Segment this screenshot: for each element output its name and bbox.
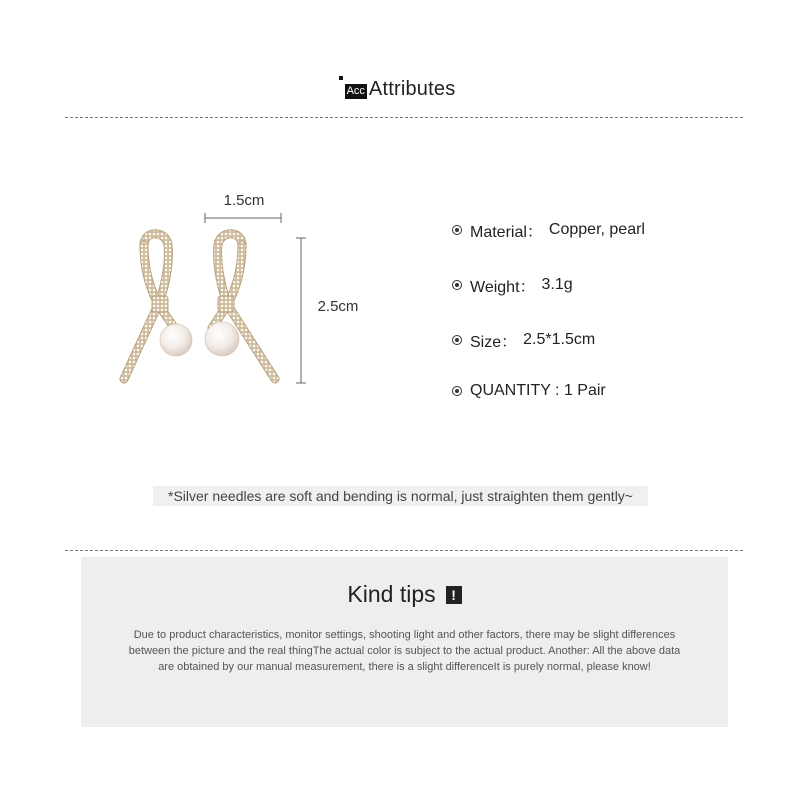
attribute-material (452, 218, 645, 242)
bullet-icon (452, 386, 462, 396)
care-note: *Silver needles are soft and bending is normal, just straighten them gently~ (153, 486, 648, 506)
height-label: 2.5cm (317, 298, 359, 315)
kind-tips-heading (81, 581, 728, 608)
acc-badge: Acc (346, 85, 365, 97)
bullet-icon (452, 335, 462, 345)
product-image (100, 180, 390, 400)
height-dimension (296, 238, 358, 383)
bullet-icon (452, 225, 462, 235)
attribute-value: 2.5*1.5cm (523, 331, 596, 348)
exclamation-icon: ! (446, 586, 462, 604)
dashed-divider-top (65, 117, 743, 118)
bullet-icon (452, 280, 462, 290)
attribute-size (452, 328, 595, 352)
left-earring (124, 234, 192, 379)
kind-tips-panel (81, 557, 728, 727)
attribute-label: QUANTITY : 1 Pair (470, 382, 606, 399)
width-label: 1.5cm (223, 192, 265, 209)
attribute-label: Weight： (470, 278, 536, 296)
attribute-value: 3.1g (541, 276, 573, 293)
attribute-weight (452, 273, 573, 297)
kind-tips-text: Due to product characteristics, monitor settings, shooting light and other factors, there may be slight differences between the picture and the real thingThe actual color is subject to the actual product. Another: All the above data are obtained by our manual measurement, there is a slight differenceIt is purely normal, please know! (128, 629, 681, 673)
attribute-quantity (452, 379, 606, 403)
attribute-label: Material： (470, 223, 543, 241)
attribute-label: Size： (470, 333, 518, 351)
decorative-dot (339, 76, 343, 80)
kind-tips-title: Kind tips (347, 581, 436, 607)
width-dimension (205, 192, 281, 223)
attribute-value: Copper, pearl (548, 221, 645, 238)
right-earring (205, 234, 275, 379)
dashed-divider-bottom (65, 550, 743, 551)
section-title: Attributes (368, 78, 456, 100)
section-header (0, 78, 800, 101)
